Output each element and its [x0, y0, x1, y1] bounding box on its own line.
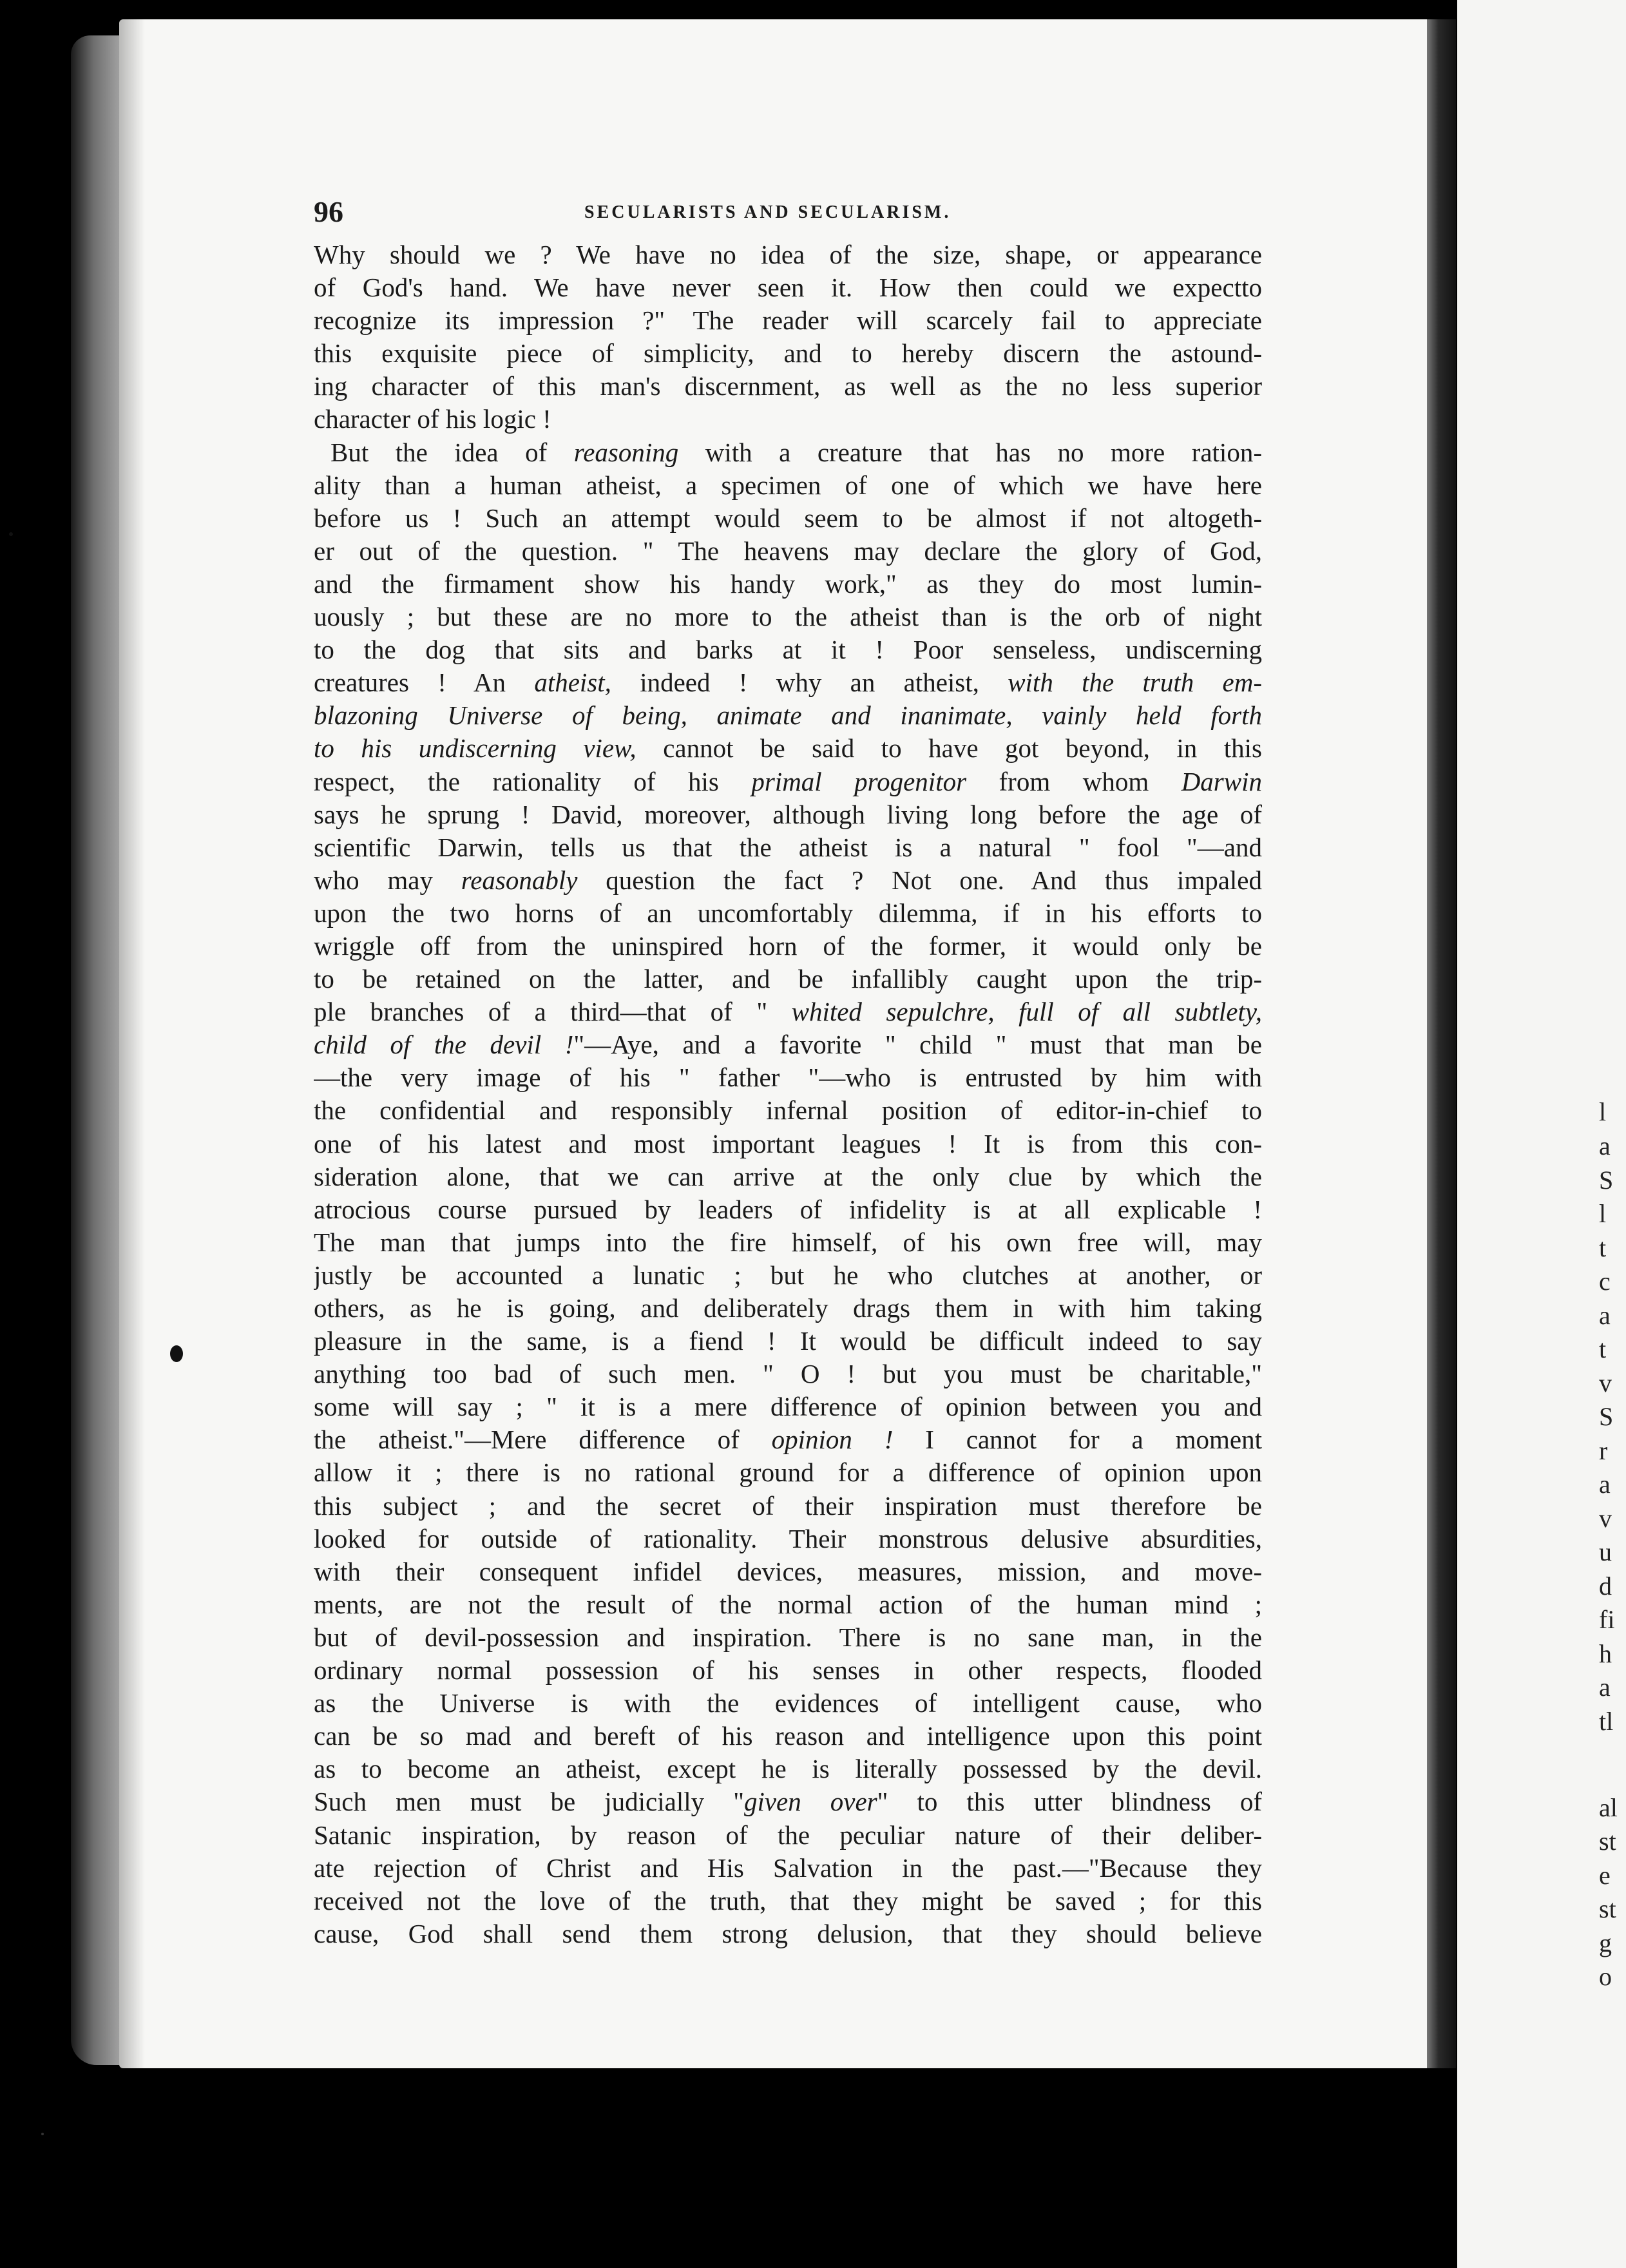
text-line: child of the devil !"—Aye, and a favorite " child " must that man be — [314, 1030, 1262, 1060]
page-binding-shade — [119, 19, 145, 2068]
text-line: sideration alone, that we can arrive at the only clue by which the — [314, 1161, 1262, 1191]
next-page-fragment: a — [1599, 1673, 1611, 1702]
text-line: as the Universe is with the evidences of intelligent cause, who — [314, 1688, 1262, 1718]
italic-text: reasoning — [573, 437, 679, 467]
text-line: to the dog that sits and barks at it ! Poor senseless, undiscerning — [314, 635, 1262, 665]
next-page-fragment: u — [1599, 1537, 1612, 1566]
text-line: ordinary normal possession of his senses in other respects, flooded — [314, 1655, 1262, 1686]
next-page-fragment: e — [1599, 1861, 1611, 1890]
text-line: says he sprung ! David, moreover, although living long before the age of — [314, 799, 1262, 829]
next-page-fragment: c — [1599, 1267, 1611, 1296]
book-gutter-spine — [1427, 19, 1456, 2068]
text-line: upon the two horns of an uncomfortably dilemma, if in his efforts to — [314, 898, 1262, 928]
ink-speck — [9, 532, 13, 536]
text-line: ple branches of a third—that of " whited sepulchre, full of all subtlety, — [314, 997, 1262, 1027]
next-page-fragment: a — [1599, 1470, 1611, 1499]
text-line: er out of the question. " The heavens may declare the glory of God, — [314, 535, 1262, 566]
text-line: who may reasonably question the fact ? Not one. And thus impaled — [314, 865, 1262, 895]
text-line: this exquisite piece of simplicity, and to hereby discern the astound- — [314, 338, 1262, 369]
text-line: received not the love of the truth, that they might be saved ; for this — [314, 1885, 1262, 1916]
next-page-fragment: h — [1599, 1639, 1612, 1668]
text-line: Such men must be judicially "given over" to this utter blindness of — [314, 1787, 1262, 1817]
next-page-fragment: al — [1599, 1793, 1618, 1822]
next-page-fragment: v — [1599, 1369, 1612, 1398]
next-page-fragment: g — [1599, 1928, 1612, 1957]
text-line: with their consequent infidel devices, measures, mission, and move- — [314, 1556, 1262, 1586]
text-line: ate rejection of Christ and His Salvation in the past.—"Because they — [314, 1852, 1262, 1883]
text-line: but of devil-possession and inspiration. There is no sane man, in the — [314, 1622, 1262, 1652]
next-page-fragment: a — [1599, 1131, 1611, 1160]
italic-text: given over — [743, 1787, 877, 1817]
text-line: uously ; but these are no more to the atheist than is the orb of night — [314, 602, 1262, 632]
text-line: this subject ; and the secret of their inspiration must therefore be — [314, 1490, 1262, 1521]
text-line: respect, the rationality of his primal progenitor from whom Darwin — [314, 766, 1262, 796]
text-line: the confidential and responsibly infernal position of editor-in-chief to — [314, 1095, 1262, 1126]
next-page-fragment: o — [1599, 1962, 1612, 1991]
text-line: before us ! Such an attempt would seem to be almost if not altogeth- — [314, 503, 1262, 533]
text-line: and the firmament show his handy work," as they do most lumin- — [314, 568, 1262, 599]
text-line: one of his latest and most important leagues ! It is from this con- — [314, 1128, 1262, 1158]
text-line: wriggle off from the uninspired horn of the former, it would only be — [314, 930, 1262, 961]
next-page-fragment: st — [1599, 1827, 1616, 1856]
body-text — [314, 238, 1262, 1950]
text-line: cause, God shall send them strong delusion, that they should believe — [314, 1918, 1262, 1948]
next-page-fragment: v — [1599, 1504, 1612, 1533]
text-line: ing character of this man's discernment, as well as the no less superior — [314, 371, 1262, 401]
text-line: justly be accounted a lunatic ; but he who clutches at another, or — [314, 1260, 1262, 1290]
ink-speck — [170, 1345, 183, 1362]
italic-text: opinion ! — [771, 1425, 894, 1455]
text-line: creatures ! An atheist, indeed ! why an atheist, with the truth em- — [314, 668, 1262, 698]
italic-text: Darwin — [1181, 766, 1262, 796]
text-line: —the very image of his " father "—who is entrusted by him with — [314, 1062, 1262, 1093]
next-page-fragment: l — [1599, 1097, 1607, 1126]
page-header — [314, 195, 1261, 233]
next-page-fragment: tl — [1599, 1707, 1614, 1736]
italic-text: atheist, — [534, 668, 611, 698]
text-line: the atheist."—Mere difference of opinion ! I cannot for a moment — [314, 1425, 1262, 1455]
italic-text: primal progenitor — [751, 766, 967, 796]
text-line: others, as he is going, and deliberately drags them in with him taking — [314, 1293, 1262, 1323]
italic-text: whited sepulchre, full of all subtlety, — [791, 997, 1262, 1027]
text-line: atrocious course pursued by leaders of infidelity is at all explicable ! — [314, 1194, 1262, 1224]
text-line: anything too bad of such men. " O ! but you must be charitable," — [314, 1359, 1262, 1389]
text-line: as to become an atheist, except he is literally possessed by the devil. — [314, 1754, 1262, 1784]
italic-text: child of the devil ! — [314, 1030, 574, 1060]
next-page-fragment: S — [1599, 1402, 1614, 1431]
text-line: looked for outside of rationality. Their monstrous delusive absurdities, — [314, 1523, 1262, 1553]
italic-text: reasonably — [461, 865, 578, 895]
page-number: 96 — [314, 195, 343, 228]
text-line: can be so mad and bereft of his reason and intelligence upon this point — [314, 1721, 1262, 1751]
text-line: character of his logic ! — [314, 404, 551, 434]
text-line: ality than a human atheist, a specimen of one of which we have here — [314, 470, 1262, 500]
running-head: SECULARISTS AND SECULARISM. — [584, 202, 952, 222]
next-page-fragment: l — [1599, 1199, 1607, 1228]
scan-bottom-margin — [0, 2068, 1457, 2268]
text-line — [314, 699, 1262, 732]
italic-text: to his undiscerning view, — [314, 733, 636, 764]
next-page-fragment: t — [1599, 1334, 1607, 1363]
italic-text: blazoning Universe of being, animate and inanimate, vainly held forth — [314, 700, 1262, 731]
text-line: some will say ; " it is a mere difference of opinion between you and — [314, 1392, 1262, 1422]
next-page-fragment: r — [1599, 1436, 1608, 1465]
text-line: to be retained on the latter, and be infallibly caught upon the trip- — [314, 964, 1262, 994]
text-line: The man that jumps into the fire himself, of his own free will, may — [314, 1227, 1262, 1257]
next-page-fragment: st — [1599, 1894, 1616, 1923]
next-page-fragment: a — [1599, 1301, 1611, 1330]
text-line: to his undiscerning view, cannot be said to have got beyond, in this — [314, 733, 1262, 764]
text-line: Satanic inspiration, by reason of the peculiar nature of their deliber- — [314, 1820, 1262, 1850]
text-line: recognize its impression ?" The reader will scarcely fail to appreciate — [314, 305, 1262, 336]
next-page-fragment: d — [1599, 1571, 1612, 1600]
text-line: scientific Darwin, tells us that the atheist is a natural " fool "—and — [314, 832, 1262, 862]
next-page-fragment: t — [1599, 1233, 1607, 1262]
italic-text: with the truth em- — [1008, 668, 1262, 698]
text-line: ments, are not the result of the normal action of the human mind ; — [314, 1589, 1262, 1619]
text-line: pleasure in the same, is a fiend ! It would be difficult indeed to say — [314, 1326, 1262, 1356]
text-line: allow it ; there is no rational ground for a difference of opinion upon — [314, 1457, 1262, 1488]
ink-speck — [41, 2133, 44, 2135]
next-page-fragment: fi — [1599, 1605, 1615, 1634]
text-line: But the idea of reasoning with a creature that has no more ration- — [330, 437, 1262, 467]
next-page-fragment: S — [1599, 1166, 1614, 1195]
text-line: Why should we ? We have no idea of the size, shape, or appearance — [314, 240, 1262, 269]
text-line: of God's hand. We have never seen it. How then could we expectto — [314, 273, 1262, 303]
